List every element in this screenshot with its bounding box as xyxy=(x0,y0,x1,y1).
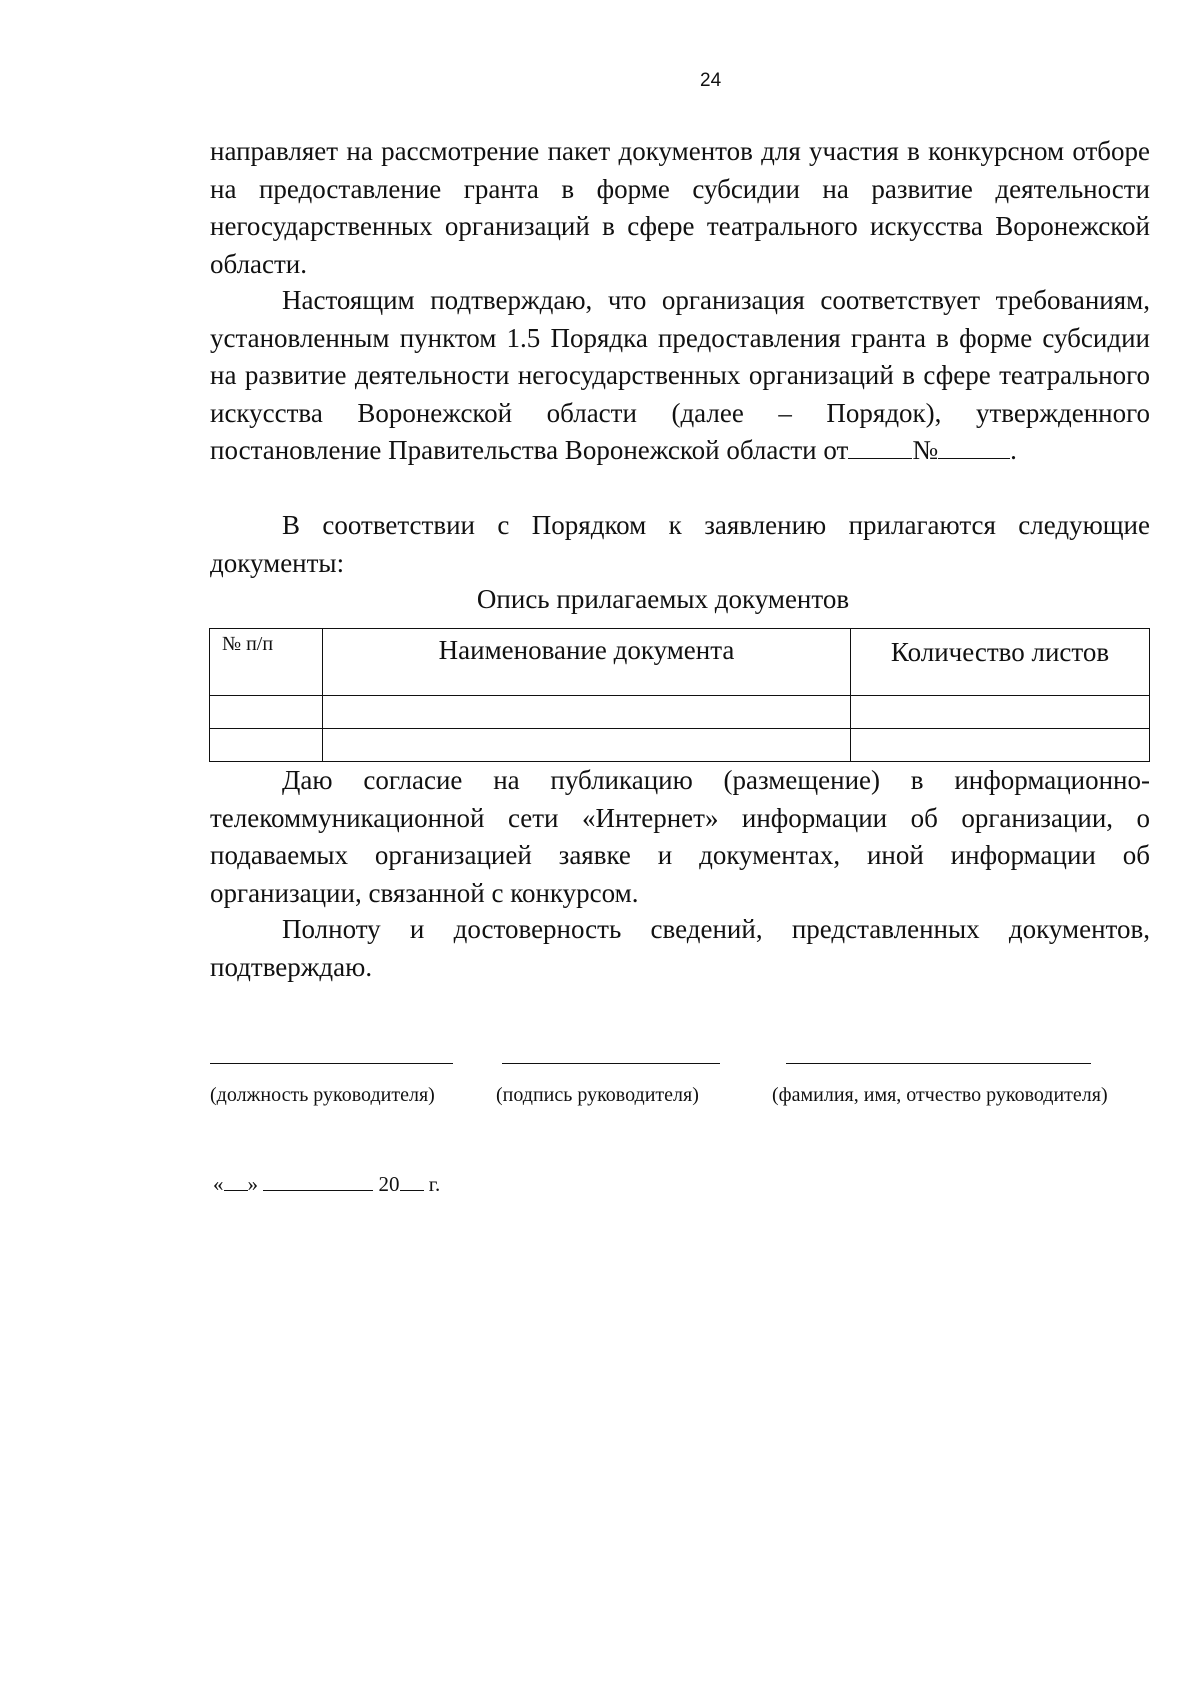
signature-line[interactable] xyxy=(502,1063,720,1064)
signature-caption: (подпись руководителя) xyxy=(496,1084,699,1106)
paragraph-application-intro xyxy=(210,133,1150,283)
column-header-sheet-count: Количество листов xyxy=(851,629,1150,696)
paragraph-attached-documents xyxy=(210,507,1150,582)
position-signature-line[interactable] xyxy=(210,1063,453,1064)
year-blank[interactable] xyxy=(400,1172,424,1191)
paragraph-text: Полноту и достоверность сведений, представленных документов, подтверждаю. xyxy=(210,914,1150,982)
month-blank[interactable] xyxy=(263,1172,373,1191)
paragraph-publication-consent xyxy=(210,762,1150,912)
table-cell[interactable] xyxy=(210,729,323,762)
table-cell[interactable] xyxy=(323,696,851,729)
table-row xyxy=(210,696,1150,729)
year-prefix: 20 xyxy=(378,1172,400,1196)
table-cell[interactable] xyxy=(210,696,323,729)
column-header-number: № п/п xyxy=(210,629,323,696)
paragraph-text: Даю согласие на публикацию (размещение) в информационно-телекоммуникационной сети «Интернет» информации об организации, о подаваемых организацией заявке и документах, иной информации об организации, связанной с конкурсом. xyxy=(210,765,1150,908)
paragraph-text: направляет на рассмотрение пакет документов для участия в конкурсном отборе на предоставление гранта в форме субсидии на развитие деятельности негосударственных организаций в сфере театрального искусства Воронежской области. xyxy=(210,136,1150,279)
list-title-text: Опись прилагаемых документов xyxy=(476,584,850,614)
paragraph-accuracy-confirmation xyxy=(210,911,1150,986)
position-caption: (должность руководителя) xyxy=(210,1084,435,1106)
table-header-row xyxy=(210,629,1150,696)
column-header-document-name: Наименование документа xyxy=(323,629,851,696)
table-cell[interactable] xyxy=(851,696,1150,729)
day-blank[interactable] xyxy=(224,1172,248,1191)
table-cell[interactable] xyxy=(851,729,1150,762)
documents-table xyxy=(209,628,1150,762)
paragraph-confirmation xyxy=(210,282,1150,470)
list-title xyxy=(0,583,1200,615)
page-number: 24 xyxy=(700,70,722,91)
number-sign: № xyxy=(912,435,939,465)
table-cell[interactable] xyxy=(323,729,851,762)
date-line xyxy=(213,1172,440,1197)
number-blank[interactable] xyxy=(938,436,1010,459)
year-suffix: г. xyxy=(428,1172,441,1196)
date-open-quote: « xyxy=(213,1172,224,1196)
period: . xyxy=(1010,435,1017,465)
table-row xyxy=(210,729,1150,762)
paragraph-text xyxy=(210,282,1150,470)
confirmation-text: Настоящим подтверждаю, что организация соответствует требованиям, установленным пунктом 1.5 Порядка предоставления гранта в форме субсидии на развитие деятельности негосударственных организаций в сфере театрального искусства Воронежской области (далее – Порядок), утвержденного постановление Правительства Воронежской области xyxy=(210,285,1150,465)
date-close-quote: » xyxy=(247,1172,258,1196)
date-blank[interactable] xyxy=(848,436,912,459)
full-name-signature-line[interactable] xyxy=(786,1063,1091,1064)
paragraph-text: В соответствии с Порядком к заявлению прилагаются следующие документы: xyxy=(210,510,1150,578)
full-name-caption: (фамилия, имя, отчество руководителя) xyxy=(772,1084,1108,1106)
from-label: от xyxy=(823,435,849,465)
